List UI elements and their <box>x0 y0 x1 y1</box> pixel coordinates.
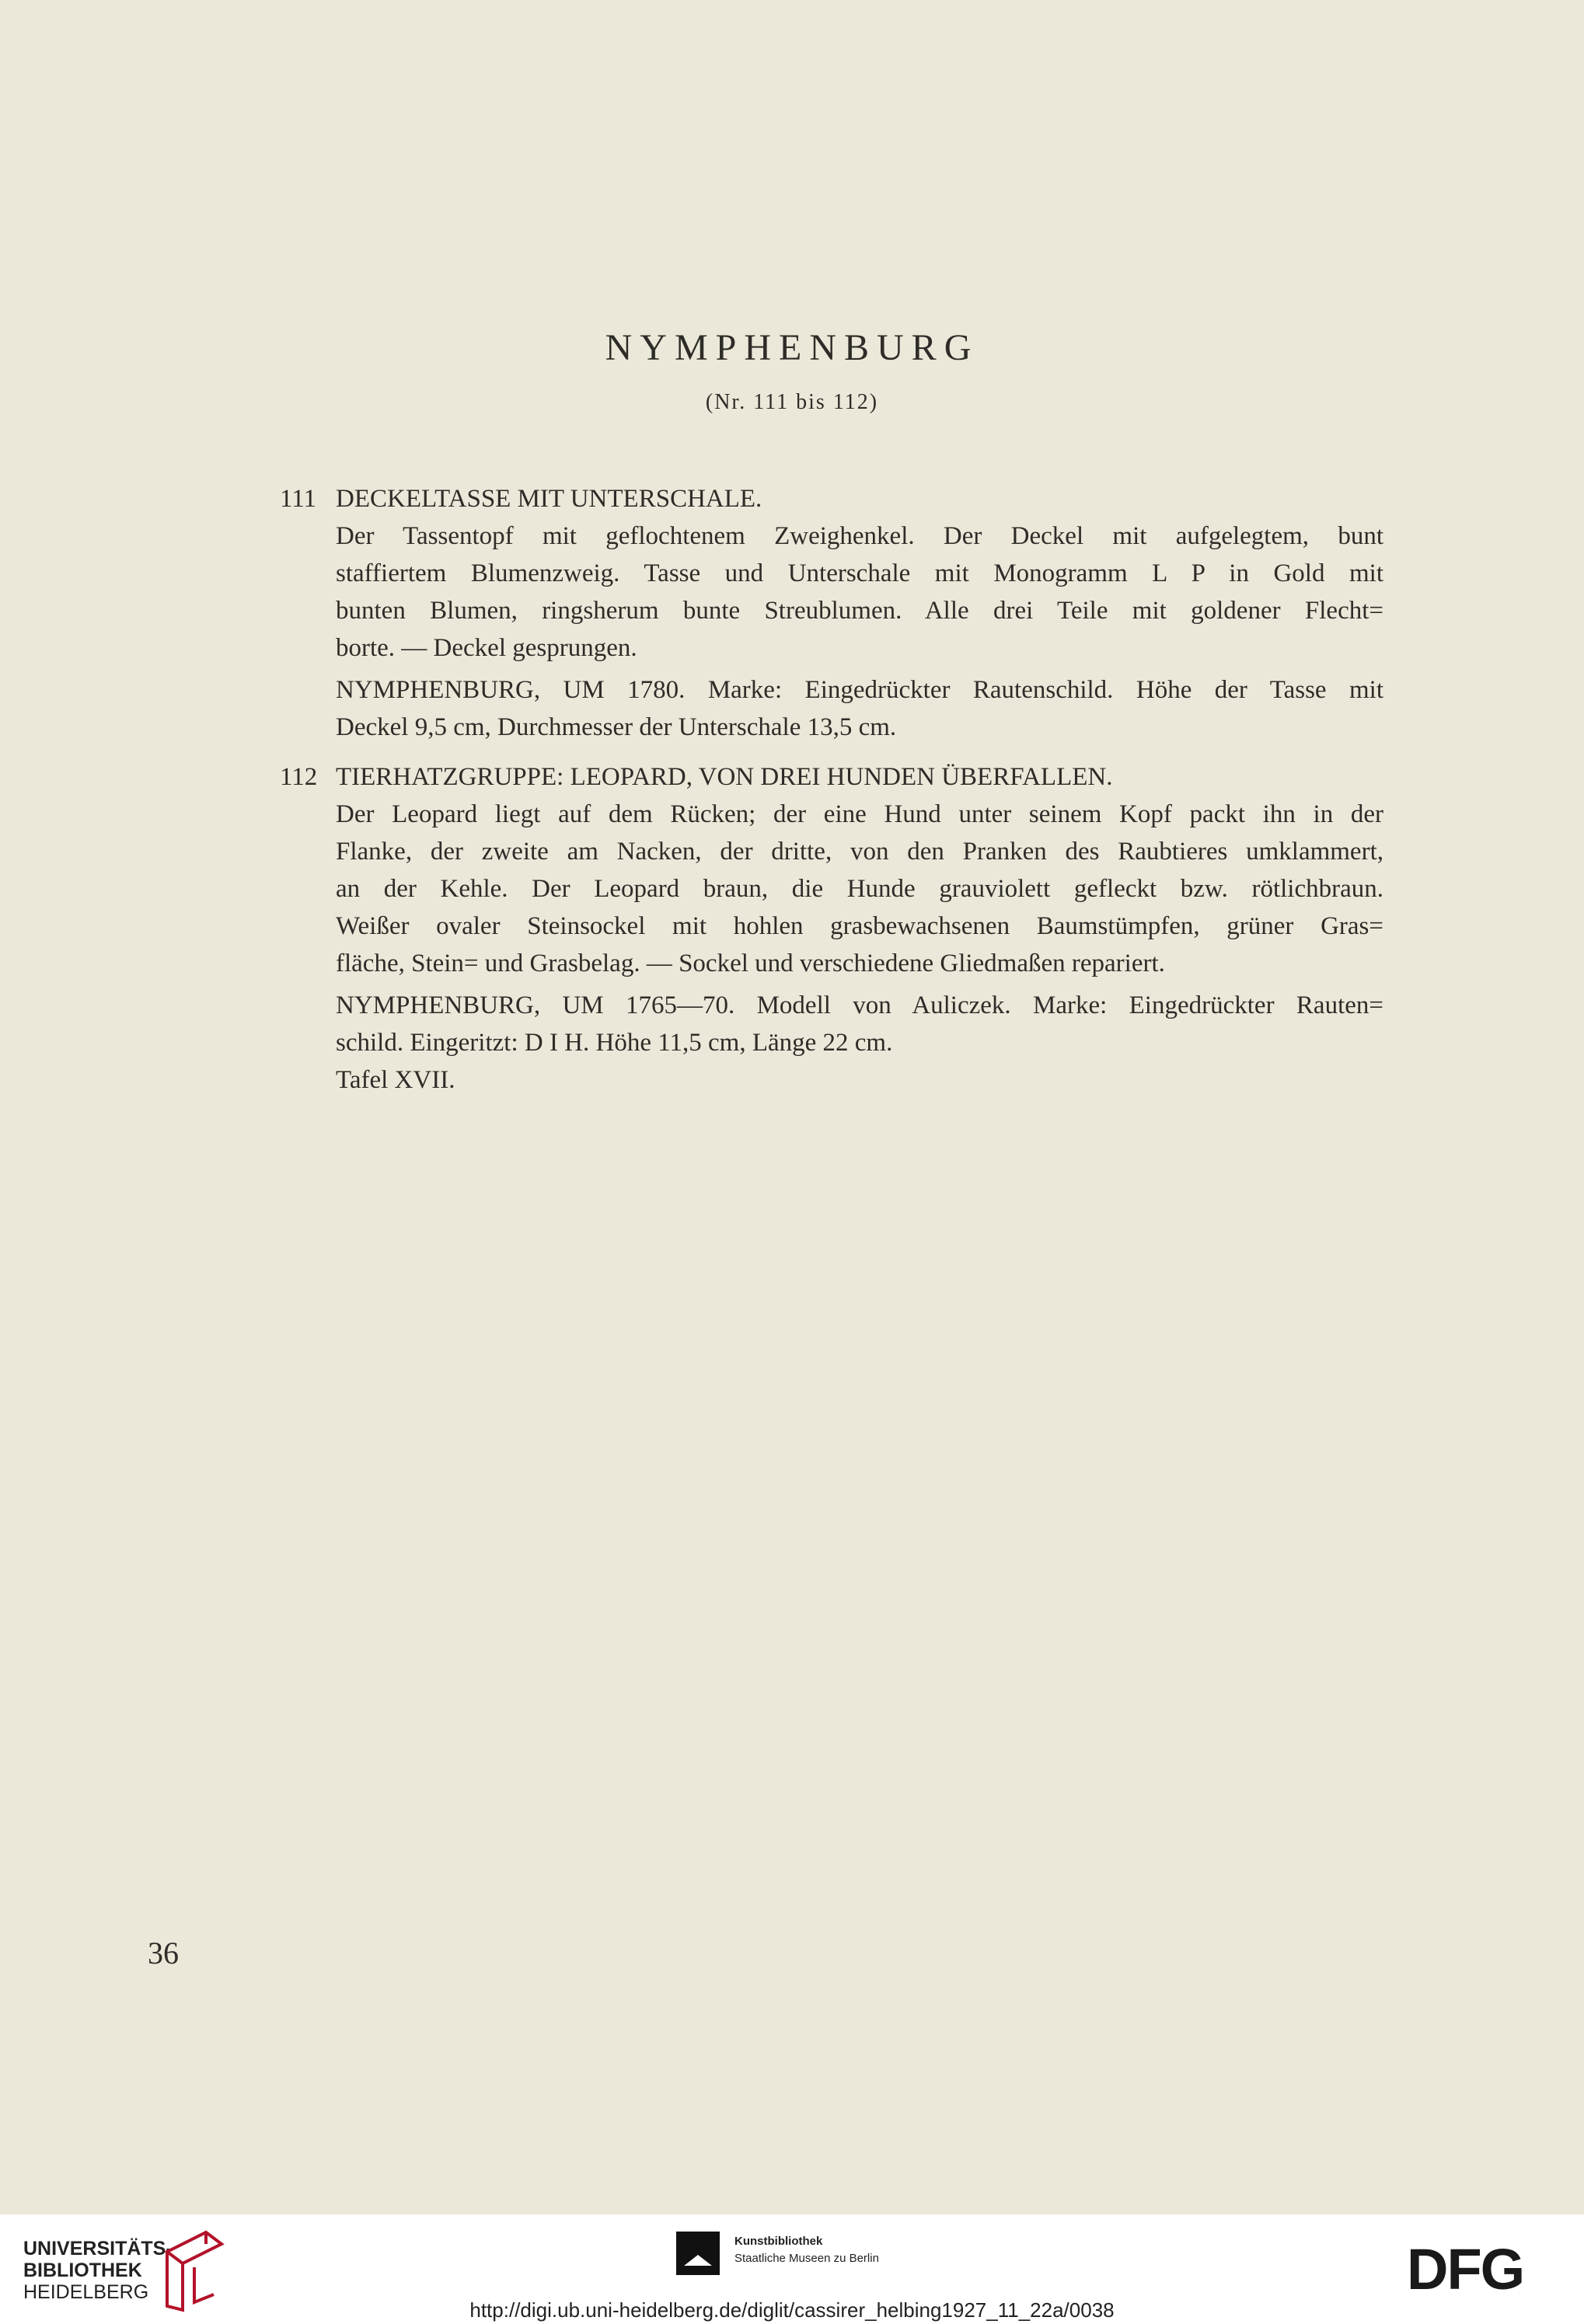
entry-heading: DECKELTASSE MIT UNTERSCHALE. <box>336 485 762 513</box>
page-title: NYMPHENBURG <box>605 327 979 368</box>
entry-body <box>336 796 1383 1099</box>
ub-line: BIBLIOTHEK <box>23 2260 142 2281</box>
entry-description <box>336 796 1383 982</box>
text-line: schild. Eingeritzt: D I H. Höhe 11,5 cm, Länge 22 cm. <box>336 1029 893 1057</box>
entry-provenance <box>336 987 1383 1099</box>
ub-line: HEIDELBERG <box>23 2281 149 2303</box>
text-line: Weißer ovaler Steinsockel mit hohlen grasbewachsenen Baumstümpfen, grüner Gras= <box>336 912 1383 940</box>
page-number: 36 <box>148 1936 179 1970</box>
ub-heidelberg-text <box>23 2238 173 2303</box>
kb-line: Staatliche Museen zu Berlin <box>734 2252 879 2265</box>
entry-heading-row <box>280 758 1383 796</box>
kunstbibliothek-logo-icon <box>676 2232 720 2275</box>
text-line: Der Tassentopf mit geflochtenem Zweighenkel. Der Deckel mit aufgelegtem, bunt <box>336 522 1383 550</box>
text-line: Flanke, der zweite am Nacken, der dritte, von den Pranken des Raubtieres umklammert, <box>336 838 1383 866</box>
text-line: Tafel XVII. <box>336 1066 455 1094</box>
entry-number: 111 <box>280 485 317 513</box>
text-line: an der Kehle. Der Leopard braun, die Hunde grauviolett gefleckt bzw. rötlichbraun. <box>336 875 1383 903</box>
catalog-entry-111 <box>280 480 1383 751</box>
ub-line: UNIVERSITÄTS- <box>23 2238 173 2260</box>
kb-line: Kunstbibliothek <box>734 2235 823 2248</box>
text-line: NYMPHENBURG, UM 1780. Marke: Eingedrückter Rautenschild. Höhe der Tasse mit <box>336 676 1383 704</box>
entry-heading-row <box>280 480 1383 517</box>
entry-heading: TIERHATZGRUPPE: LEOPARD, VON DREI HUNDEN ÜBERFALLEN. <box>336 763 1113 791</box>
kunstbibliothek-text <box>734 2233 879 2267</box>
text-line: fläche, Stein= und Grasbelag. — Sockel und verschiedene Gliedmaßen repariert. <box>336 949 1165 977</box>
text-line: Der Leopard liegt auf dem Rücken; der eine Hund unter seinem Kopf packt ihn in der <box>336 800 1383 828</box>
dfg-logo: DFG <box>1407 2237 1524 2301</box>
entry-number: 112 <box>280 763 318 791</box>
text-line: bunten Blumen, ringsherum bunte Streublumen. Alle drei Teile mit goldener Flecht= <box>336 597 1383 625</box>
text-line: NYMPHENBURG, UM 1765—70. Modell von Auliczek. Marke: Eingedrückter Rauten= <box>336 991 1383 1019</box>
page-url-link[interactable]: http://digi.ub.uni-heidelberg.de/diglit/cassirer_helbing1927_11_22a/0038 <box>469 2298 1115 2322</box>
text-line: Deckel 9,5 cm, Durchmesser der Unterschale 13,5 cm. <box>336 713 897 741</box>
entry-body <box>336 517 1383 746</box>
entry-provenance <box>336 671 1383 746</box>
footer-bar <box>0 2214 1584 2324</box>
text-line: borte. — Deckel gesprungen. <box>336 634 637 662</box>
text-line: staffiertem Blumenzweig. Tasse und Unterschale mit Monogramm L P in Gold mit <box>336 559 1383 587</box>
catalog-entry-112 <box>280 758 1383 1103</box>
page-subtitle: (Nr. 111 bis 112) <box>705 390 879 414</box>
entry-description <box>336 517 1383 667</box>
